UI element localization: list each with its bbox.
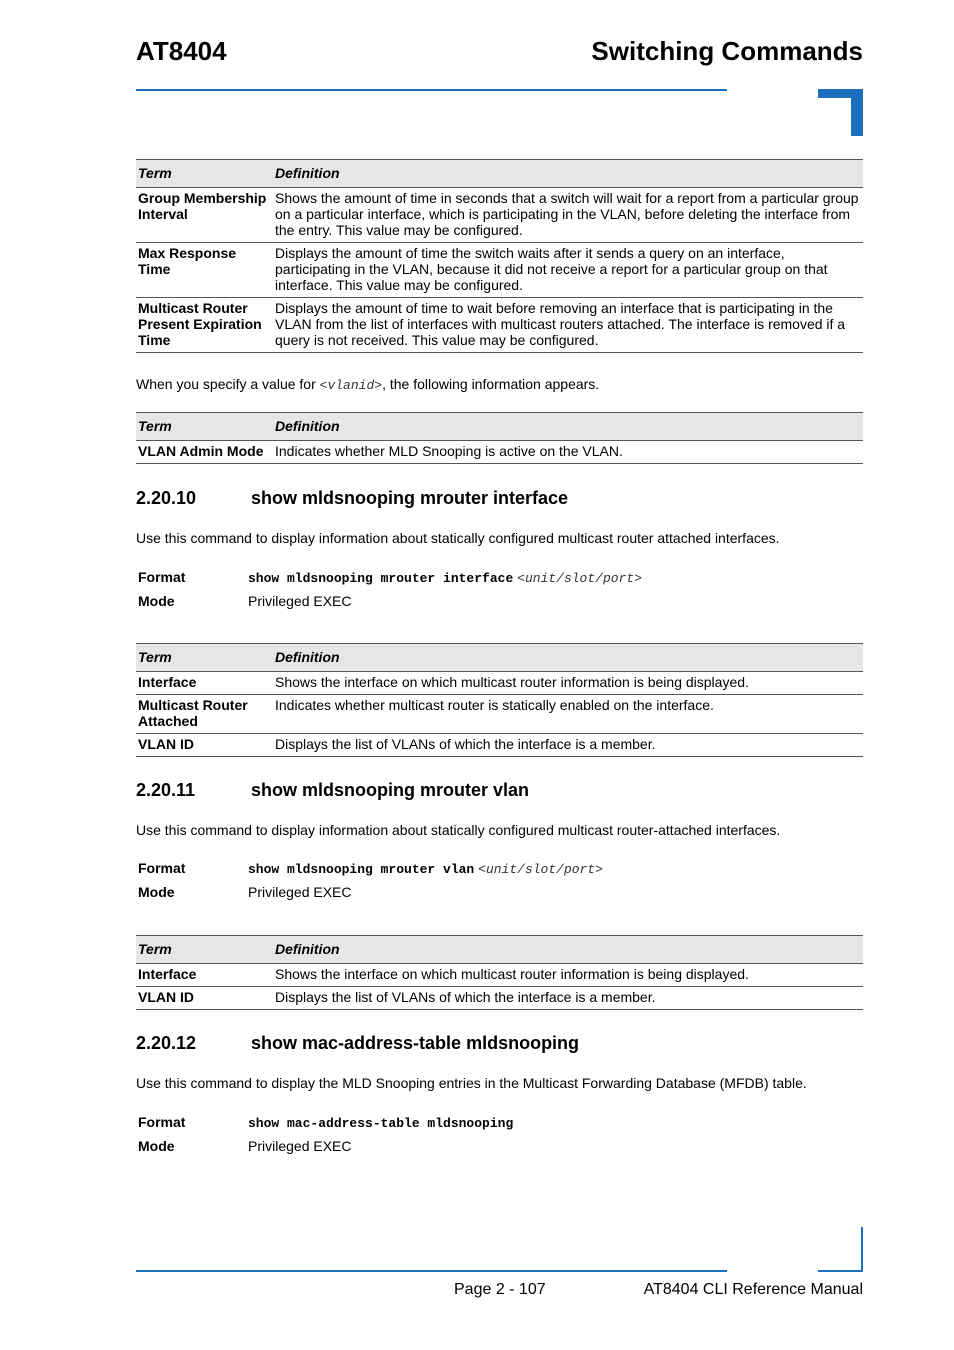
vlanid-note	[136, 375, 599, 395]
table-header-term: Term	[136, 644, 273, 672]
format-label: Format	[138, 860, 186, 876]
footer-page-number: Page 2 - 107	[454, 1281, 546, 1298]
term-cell: VLAN ID	[136, 734, 273, 757]
footer-corner-mark	[818, 1227, 863, 1272]
table-row	[136, 188, 863, 243]
definition-cell: Indicates whether MLD Snooping is active on the VLAN.	[273, 441, 863, 464]
header-section-title: Switching Commands	[591, 36, 863, 66]
format-command: show mldsnooping mrouter interface	[248, 571, 514, 586]
definition-cell: Displays the amount of time the switch waits after it sends a query on an interface, participating in the VLAN, because it did not receive a report for a particular group on that interface. This value may be configured.	[273, 243, 863, 298]
table-header-row	[136, 413, 863, 441]
table-header-definition: Definition	[273, 413, 863, 441]
table-row	[136, 441, 863, 464]
section-number: 2.20.12	[136, 1033, 197, 1053]
definition-table-1	[136, 159, 863, 353]
mode-value: Privileged EXEC	[248, 1138, 352, 1154]
term-cell: Multicast Router Present Expiration Time	[136, 298, 273, 353]
format-command: show mldsnooping mrouter vlan	[248, 862, 475, 877]
header-rule	[136, 89, 727, 91]
section-number: 2.20.11	[136, 780, 196, 800]
definition-cell: Indicates whether multicast router is statically enabled on the interface.	[273, 695, 863, 734]
definition-table-2	[136, 412, 863, 464]
format-syntax	[248, 860, 603, 877]
format-command: show mac-address-table mldsnooping	[248, 1116, 514, 1131]
definition-cell: Displays the list of VLANs of which the interface is a member.	[273, 987, 863, 1010]
format-syntax	[248, 1114, 513, 1131]
section-heading-2-20-11	[136, 780, 529, 801]
header-product: AT8404	[136, 36, 227, 66]
format-argument: <unit/slot/port>	[478, 862, 603, 877]
table-header-definition: Definition	[273, 644, 863, 672]
term-cell: Max Response Time	[136, 243, 273, 298]
table-row	[136, 987, 863, 1010]
footer-manual-title: AT8404 CLI Reference Manual	[643, 1281, 863, 1298]
definition-table-2-20-11	[136, 935, 863, 1010]
section-heading-2-20-12	[136, 1033, 579, 1054]
mode-label: Mode	[138, 1138, 175, 1154]
table-header-row	[136, 644, 863, 672]
definition-cell: Displays the amount of time to wait before removing an interface that is participating in the VLAN from the list of interfaces with multicast routers attached. The interface is removed if a query is not received. This value may be configured.	[273, 298, 863, 353]
mode-value: Privileged EXEC	[248, 884, 352, 900]
section-description: Use this command to display information about statically configured multicast router attached interfaces.	[136, 530, 780, 546]
table-row	[136, 298, 863, 353]
section-title: show mac-address-table mldsnooping	[251, 1033, 580, 1053]
definition-cell: Shows the interface on which multicast router information is being displayed.	[273, 672, 863, 695]
mode-value: Privileged EXEC	[248, 593, 352, 609]
footer-rule	[136, 1270, 727, 1272]
table-header-term: Term	[136, 413, 273, 441]
definition-cell: Shows the amount of time in seconds that a switch will wait for a report from a particular group on a particular interface, which is participating in the VLAN, before deleting the interface from the entry. This value may be configured.	[273, 188, 863, 243]
table-row	[136, 695, 863, 734]
table-header-term: Term	[136, 936, 273, 964]
format-syntax	[248, 569, 642, 586]
table-row	[136, 964, 863, 987]
section-description: Use this command to display the MLD Snooping entries in the Multicast Forwarding Database (MFDB) table.	[136, 1075, 807, 1091]
table-header-row	[136, 160, 863, 188]
term-cell: VLAN ID	[136, 987, 273, 1010]
section-title: show mldsnooping mrouter interface	[251, 488, 569, 508]
header-corner-mark	[818, 89, 863, 136]
format-argument: <unit/slot/port>	[517, 571, 642, 586]
term-cell: Interface	[136, 964, 273, 987]
table-row	[136, 734, 863, 757]
vlanid-note-before: When you specify a value for	[136, 376, 320, 392]
table-header-term: Term	[136, 160, 273, 188]
format-label: Format	[138, 569, 186, 585]
vlanid-note-after: , the following information appears.	[382, 376, 600, 392]
mode-label: Mode	[138, 884, 175, 900]
term-cell: VLAN Admin Mode	[136, 441, 273, 464]
vlanid-arg: <vlanid>	[319, 378, 383, 393]
section-title: show mldsnooping mrouter vlan	[251, 780, 530, 800]
table-header-row	[136, 936, 863, 964]
term-cell: Interface	[136, 672, 273, 695]
term-cell: Group Membership Interval	[136, 188, 273, 243]
definition-cell: Displays the list of VLANs of which the interface is a member.	[273, 734, 863, 757]
section-number: 2.20.10	[136, 488, 197, 508]
definition-table-2-20-10	[136, 643, 863, 757]
format-label: Format	[138, 1114, 186, 1130]
section-description: Use this command to display information about statically configured multicast router-attached interfaces.	[136, 822, 781, 838]
table-header-definition: Definition	[273, 936, 863, 964]
section-heading-2-20-10	[136, 488, 568, 509]
definition-cell: Shows the interface on which multicast router information is being displayed.	[273, 964, 863, 987]
table-row	[136, 672, 863, 695]
table-row	[136, 243, 863, 298]
table-header-definition: Definition	[273, 160, 863, 188]
term-cell: Multicast Router Attached	[136, 695, 273, 734]
mode-label: Mode	[138, 593, 175, 609]
